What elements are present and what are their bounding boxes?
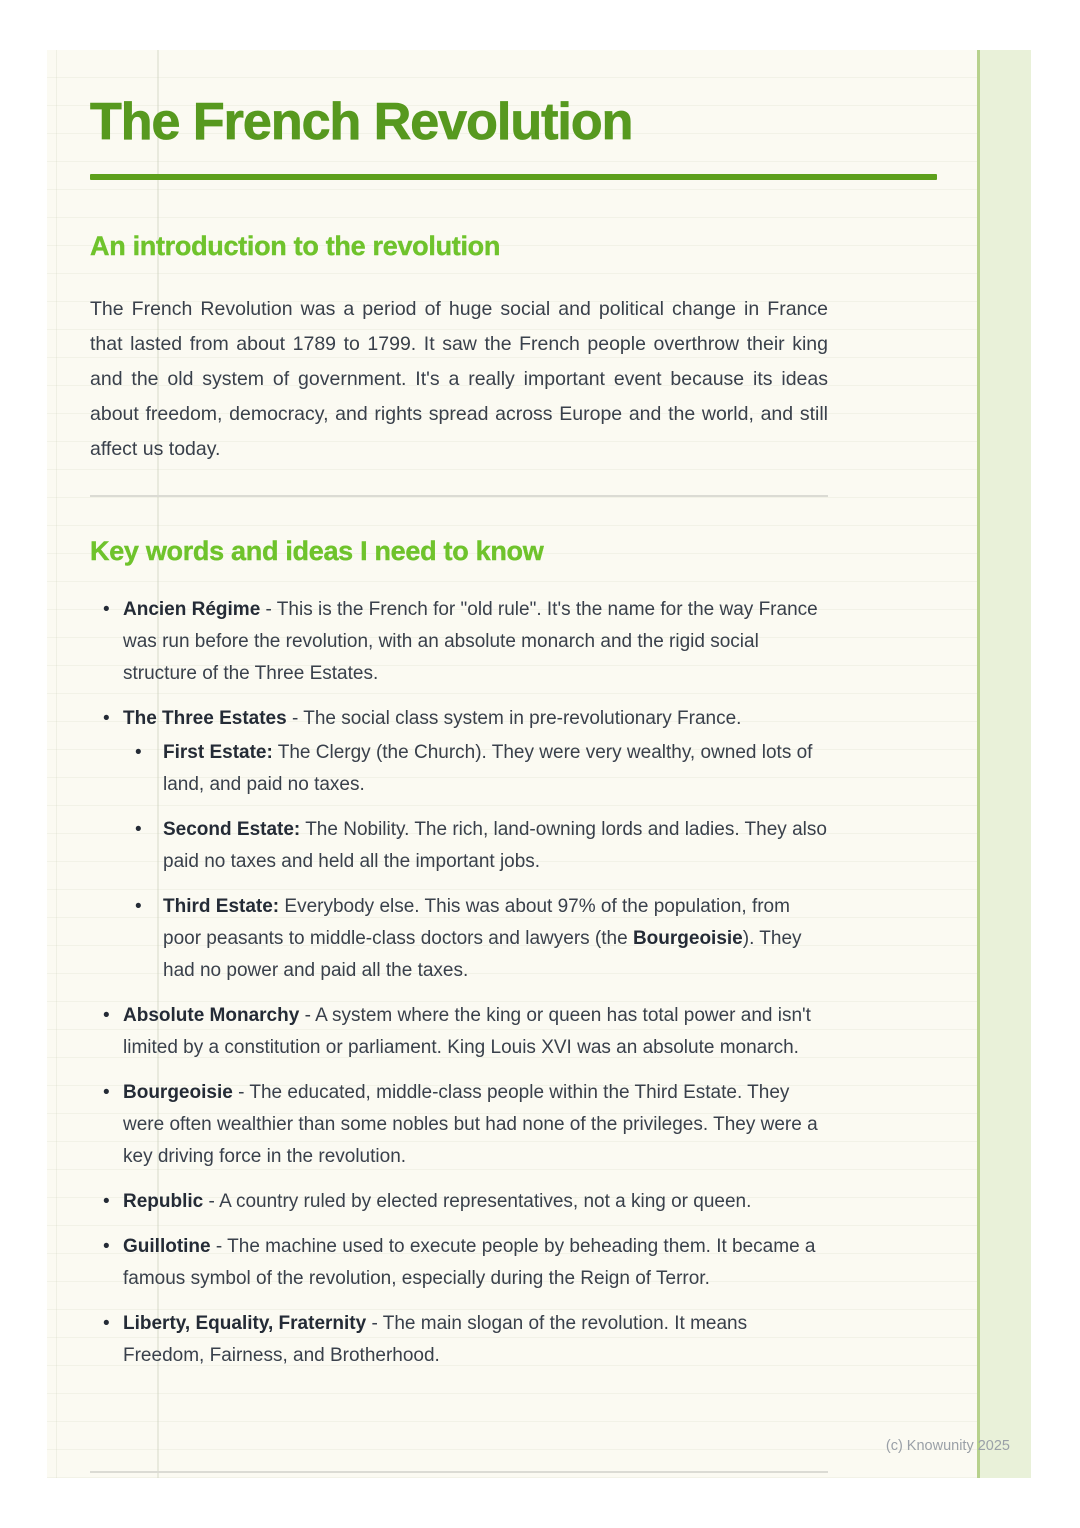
keyword-row xyxy=(90,1000,828,1064)
bullet-icon: • xyxy=(135,896,142,917)
keyword-text: Third Estate: Everybody else. This was about 97% of the population, from poor peasants to middle-class doctors and lawyers (the Bourgeoisie). They had no power and paid all the taxes. xyxy=(163,896,802,981)
keyword-subitem xyxy=(123,891,828,987)
keyword-row xyxy=(90,594,828,690)
keyword-subitem xyxy=(123,814,828,878)
section-heading-intro: An introduction to the revolution xyxy=(90,231,501,261)
keyword-item xyxy=(90,1186,828,1218)
keyword-text: The Three Estates - The social class system in pre-revolutionary France. xyxy=(123,708,742,729)
keyword-item xyxy=(90,1231,828,1295)
keyword-text: Liberty, Equality, Fraternity - The main slogan of the revolution. It means Freedom, Fairness, and Brotherhood. xyxy=(123,1313,748,1366)
bullet-icon: • xyxy=(103,708,110,729)
keyword-item xyxy=(90,703,828,987)
keyword-text: Republic - A country ruled by elected representatives, not a king or queen. xyxy=(123,1191,752,1212)
section-divider xyxy=(90,495,828,497)
keyword-row xyxy=(123,814,828,878)
keyword-row xyxy=(123,737,828,801)
keyword-text: Bourgeoisie - The educated, middle-class people within the Third Estate. They were often wealthier than some nobles but had none of the privileges. They were a key driving force in the revolution. xyxy=(123,1082,818,1167)
keyword-text: Guillotine - The machine used to execute people by beheading them. It became a famous symbol of the revolution, especially during the Reign of Terror. xyxy=(123,1236,816,1289)
keyword-item xyxy=(90,594,828,690)
bullet-icon: • xyxy=(135,819,142,840)
keyword-item xyxy=(90,1308,828,1372)
intro-paragraph: The French Revolution was a period of huge social and political change in France that lasted from about 1789 to 1799. It saw the French people overthrow their king and the old system of government. It's a really important event because its ideas about freedom, democracy, and rights spread across Europe and the world, and still affect us today. xyxy=(90,298,828,460)
accent-strip xyxy=(977,50,1031,1478)
keyword-item xyxy=(90,1077,828,1173)
keyword-row xyxy=(90,1077,828,1173)
copyright-note: (c) Knowunity 2025 xyxy=(885,1438,1010,1454)
notes-paper xyxy=(47,50,1031,1478)
bullet-icon: • xyxy=(103,1313,110,1334)
keyword-row xyxy=(90,1231,828,1295)
bullet-icon: • xyxy=(103,1005,110,1026)
bullet-icon: • xyxy=(103,1191,110,1212)
title-underline xyxy=(90,174,937,180)
keyword-item xyxy=(90,1000,828,1064)
keyword-sublist xyxy=(123,737,828,987)
bullet-icon: • xyxy=(135,742,142,763)
page-title: The French Revolution xyxy=(90,93,633,151)
keyword-subitem xyxy=(123,737,828,801)
keyword-text: First Estate: The Clergy (the Church). They were very wealthy, owned lots of land, and paid no taxes. xyxy=(163,742,813,795)
keyword-row xyxy=(90,1308,828,1372)
bullet-icon: • xyxy=(103,1082,110,1103)
keyword-text: Second Estate: The Nobility. The rich, land-owning lords and ladies. They also paid no taxes and held all the important jobs. xyxy=(163,819,827,872)
bullet-icon: • xyxy=(103,1236,110,1257)
keyword-row xyxy=(123,891,828,987)
keywords-list xyxy=(90,594,828,1372)
content-column xyxy=(90,50,828,1372)
bottom-divider xyxy=(90,1471,828,1473)
keyword-row xyxy=(90,703,828,735)
keyword-text: Absolute Monarchy - A system where the king or queen has total power and isn't limited by a constitution or parliament. King Louis XVI was an absolute monarch. xyxy=(123,1005,811,1058)
keyword-row xyxy=(90,1186,828,1218)
bullet-icon: • xyxy=(103,599,110,620)
keyword-text: Ancien Régime - This is the French for "old rule". It's the name for the way France was run before the revolution, with an absolute monarch and the rigid social structure of the Three Estates. xyxy=(123,599,818,684)
section-heading-keywords: Key words and ideas I need to know xyxy=(90,536,544,566)
